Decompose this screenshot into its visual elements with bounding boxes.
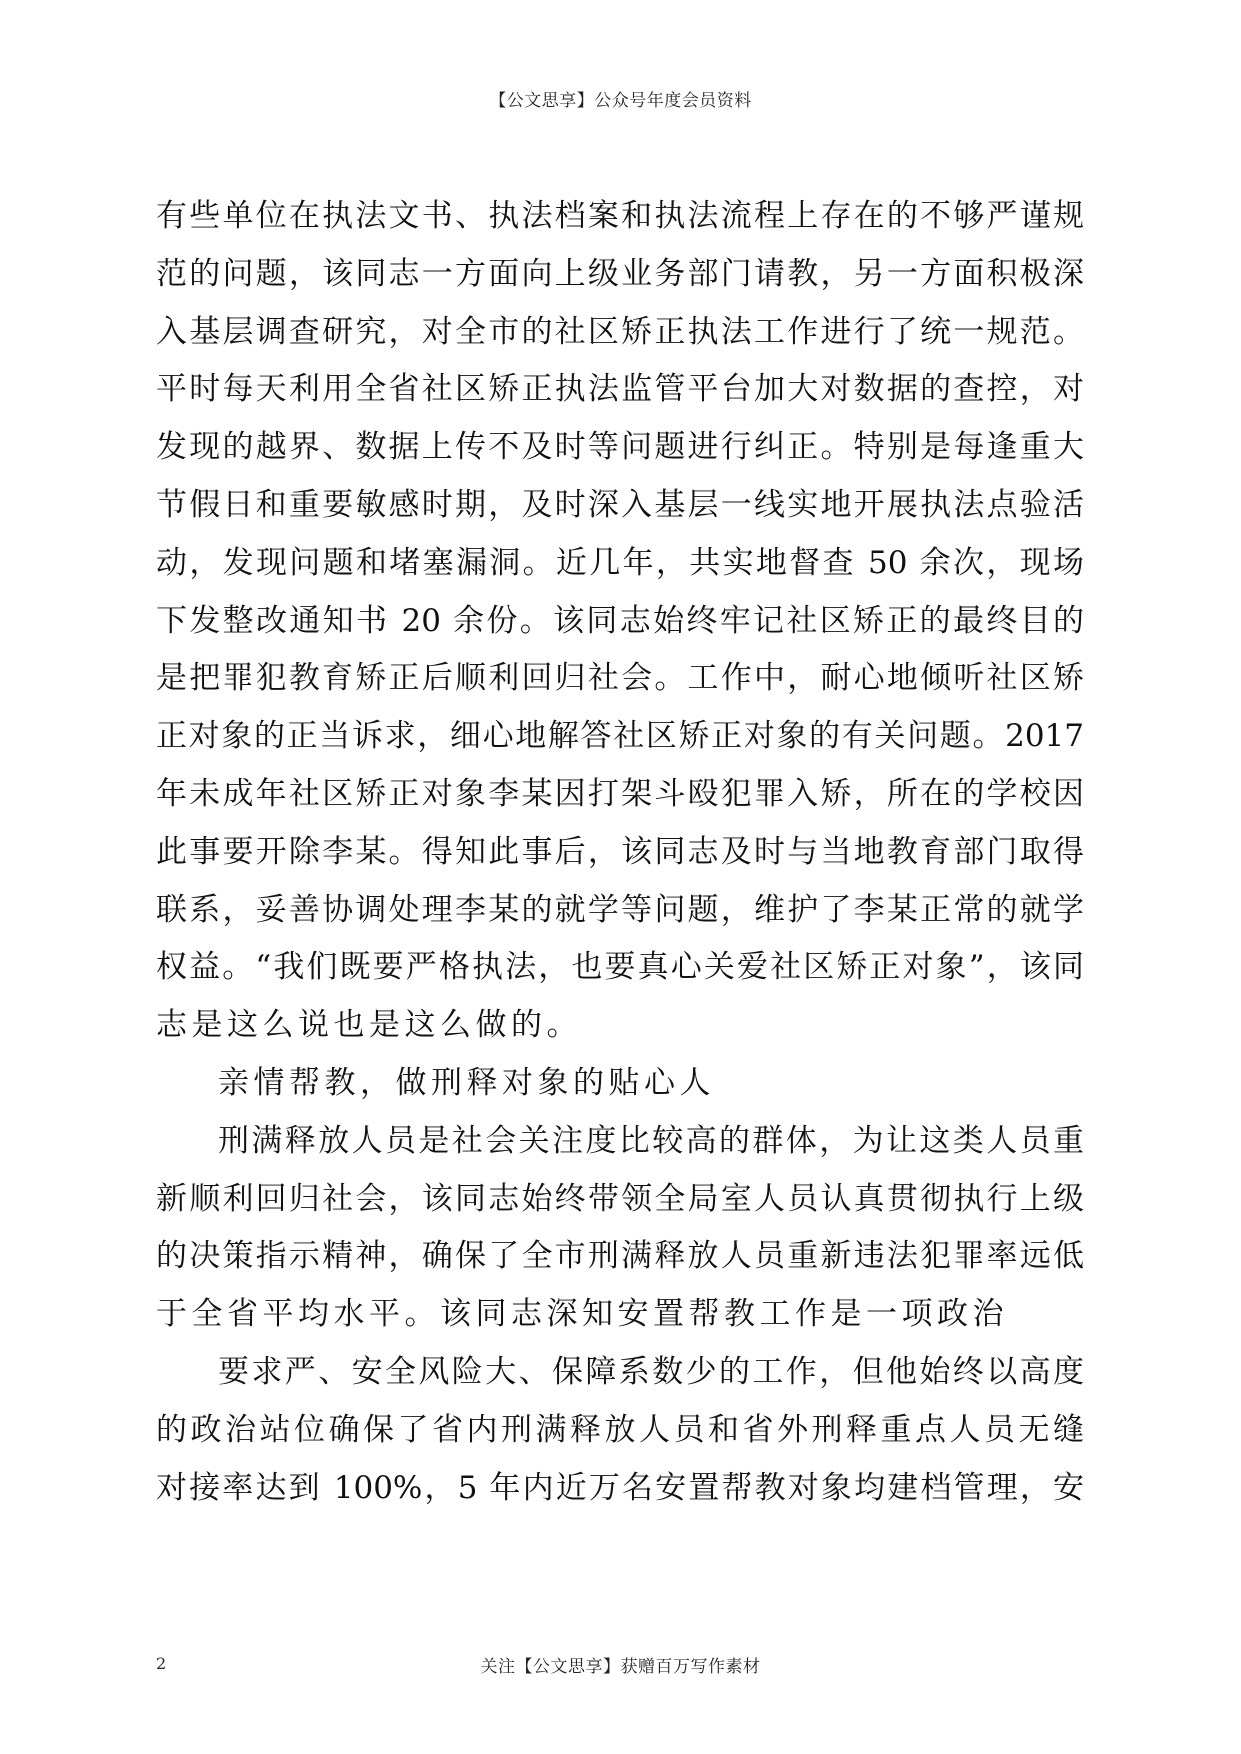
text-line: 节假日和重要敏感时期，及时深入基层一线实地开展执法点验活 bbox=[156, 486, 1084, 523]
text-line: 的政治站位确保了省内刑满释放人员和省外刑释重点人员无缝 bbox=[156, 1411, 1084, 1448]
text-line: 刑满释放人员是社会关注度比较高的群体，为让这类人员重 bbox=[218, 1122, 1084, 1159]
text-line: 的决策指示精神，确保了全市刑满释放人员重新违法犯罪率远低 bbox=[156, 1238, 1084, 1275]
text-line: 动，发现问题和堵塞漏洞。近几年，共实地督查 50 余次，现场 bbox=[156, 544, 1084, 581]
text-line: 对接率达到 100%，5 年内近万名安置帮教对象均建档管理，安 bbox=[156, 1469, 1084, 1506]
page-number: 2 bbox=[156, 1654, 167, 1673]
text-line: 平时每天利用全省社区矫正执法监管平台加大对数据的查控，对 bbox=[156, 371, 1084, 408]
text-line: 发现的越界、数据上传不及时等问题进行纠正。特别是每逢重大 bbox=[156, 429, 1084, 466]
text-line: 联系，妥善协调处理李某的就学等问题，维护了李某正常的就学 bbox=[156, 891, 1084, 928]
page-footer: 关注【公文思享】获赠百万写作素材 bbox=[480, 1657, 761, 1677]
text-line: 是把罪犯教育矫正后顺利回归社会。工作中，耐心地倾听社区矫 bbox=[156, 660, 1084, 697]
text-line: 年未成年社区矫正对象李某因打架斗殴犯罪入矫，所在的学校因 bbox=[156, 775, 1084, 812]
text-line: 此事要开除李某。得知此事后，该同志及时与当地教育部门取得 bbox=[156, 833, 1084, 870]
text-line: 下发整改通知书 20 余份。该同志始终牢记社区矫正的最终目的 bbox=[156, 602, 1084, 639]
document-body bbox=[156, 188, 1084, 1517]
text-line: 有些单位在执法文书、执法档案和执法流程上存在的不够严谨规 bbox=[156, 198, 1084, 234]
text-line: 正对象的正当诉求，细心地解答社区矫正对象的有关问题。2017 bbox=[156, 718, 1084, 755]
text-line: 新顺利回归社会，该同志始终带领全局室人员认真贯彻执行上级 bbox=[156, 1180, 1084, 1217]
text-line: 志是这么说也是这么做的。 bbox=[156, 1007, 582, 1044]
text-line: 范的问题，该同志一方面向上级业务部门请教，另一方面积极深 bbox=[156, 255, 1084, 292]
section-heading: 亲情帮教，做刑释对象的贴心人 bbox=[218, 1064, 715, 1101]
text-line: 权益。“我们既要严格执法，也要真心关爱社区矫正对象”，该同 bbox=[156, 949, 1084, 986]
page-header: 【公文思享】公众号年度会员资料 bbox=[489, 91, 752, 111]
text-line: 入基层调查研究，对全市的社区矫正执法工作进行了统一规范。 bbox=[156, 313, 1084, 350]
text-line: 于全省平均水平。该同志深知安置帮教工作是一项政治 bbox=[156, 1296, 1008, 1333]
text-line: 要求严、安全风险大、保障系数少的工作，但他始终以高度 bbox=[218, 1353, 1084, 1390]
